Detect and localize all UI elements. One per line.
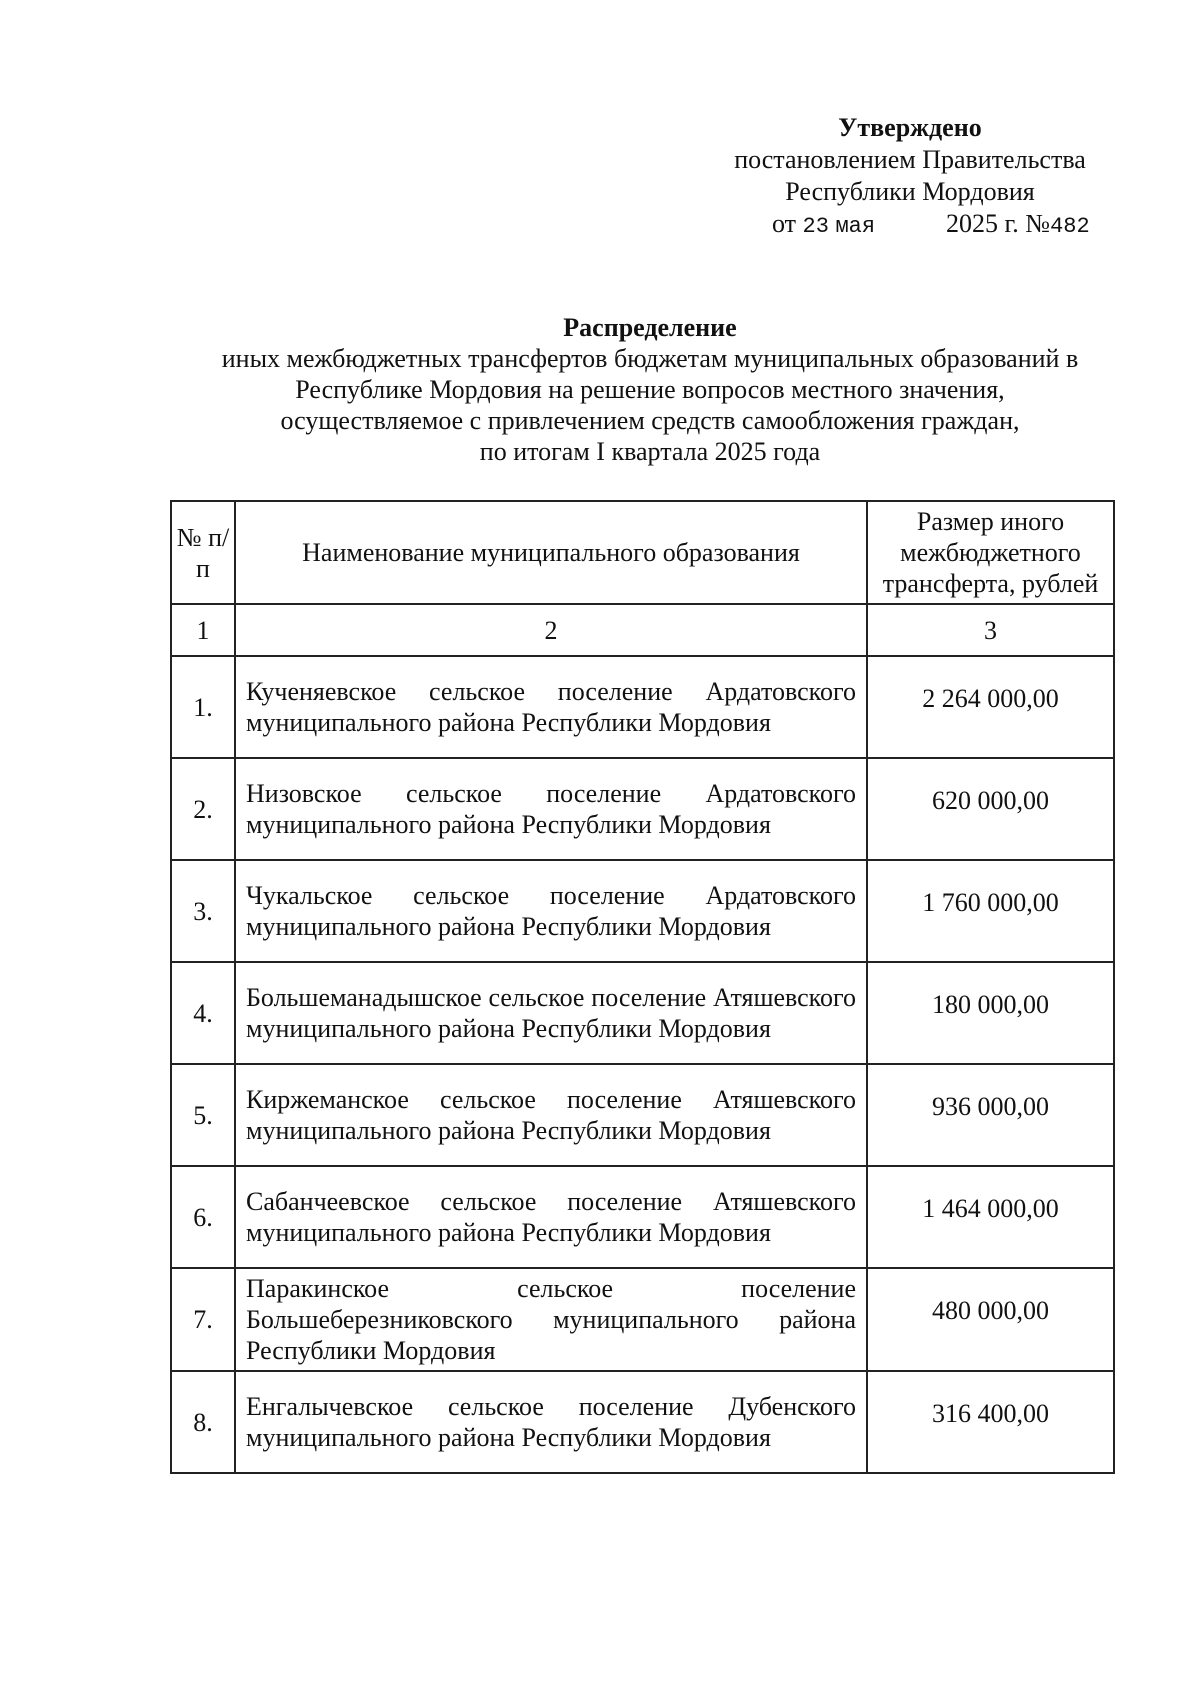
distribution-table <box>170 500 1115 1474</box>
table-row <box>171 1064 1114 1166</box>
date-month: мая <box>835 214 876 239</box>
table-row <box>171 758 1114 860</box>
row-num: 7. <box>171 1268 235 1371</box>
row-amount: 180 000,00 <box>867 962 1114 1064</box>
column-number-1: 1 <box>171 604 235 656</box>
table-row <box>171 1268 1114 1371</box>
heading-line-1: иных межбюджетных трансфертов бюджетам муниципальных образований в <box>221 344 1079 373</box>
document-number: 482 <box>1050 214 1090 239</box>
table-row <box>171 962 1114 1064</box>
heading-line-3: осуществляемое с привлечением средств самообложения граждан, <box>280 406 1020 435</box>
row-name: Енгалычевское сельское поселение Дубенского муниципального района Республики Мордовия <box>235 1371 867 1473</box>
column-number-3: 3 <box>867 604 1114 656</box>
row-num: 1. <box>171 656 235 758</box>
row-name: Низовское сельское поселение Ардатовского муниципального района Республики Мордовия <box>235 758 867 860</box>
approval-line-1: постановлением Правительства <box>734 145 1086 174</box>
document-heading <box>140 312 1160 467</box>
heading-line-4: по итогам I квартала 2025 года <box>479 437 821 466</box>
table-row <box>171 1371 1114 1473</box>
date-day: 23 <box>802 214 829 239</box>
table-row <box>171 1166 1114 1268</box>
row-amount: 1 760 000,00 <box>867 860 1114 962</box>
row-num: 3. <box>171 860 235 962</box>
row-name: Чукальское сельское поселение Ардатовского муниципального района Республики Мордовия <box>235 860 867 962</box>
row-num: 4. <box>171 962 235 1064</box>
header-num: № п/п <box>171 501 235 604</box>
table-row <box>171 656 1114 758</box>
row-amount: 480 000,00 <box>867 1268 1114 1371</box>
date-year: 2025 г. № <box>946 209 1051 238</box>
row-amount: 1 464 000,00 <box>867 1166 1114 1268</box>
row-num: 5. <box>171 1064 235 1166</box>
column-numbers-row <box>171 604 1114 656</box>
column-number-2: 2 <box>235 604 867 656</box>
row-amount: 2 264 000,00 <box>867 656 1114 758</box>
row-name: Киржеманское сельское поселение Атяшевского муниципального района Республики Мордовия <box>235 1064 867 1166</box>
date-prefix: от <box>772 209 797 238</box>
row-amount: 620 000,00 <box>867 758 1114 860</box>
row-num: 6. <box>171 1166 235 1268</box>
row-name: Кученяевское сельское поселение Ардатовского муниципального района Республики Мордовия <box>235 656 867 758</box>
approval-date <box>700 208 1120 243</box>
document-title: Распределение <box>563 313 737 342</box>
approval-line-2: Республики Мордовия <box>785 177 1035 206</box>
row-name: Паракинское сельское поселение Большеберезниковского муниципального района Республики Мордовия <box>235 1268 867 1371</box>
approval-block <box>700 112 1120 243</box>
row-amount: 936 000,00 <box>867 1064 1114 1166</box>
approval-title: Утверждено <box>838 113 982 142</box>
table-header-row <box>171 501 1114 604</box>
heading-line-2: Республике Мордовия на решение вопросов местного значения, <box>295 375 1005 404</box>
header-name: Наименование муниципального образования <box>235 501 867 604</box>
row-num: 2. <box>171 758 235 860</box>
row-name: Сабанчеевское сельское поселение Атяшевского муниципального района Республики Мордовия <box>235 1166 867 1268</box>
table-row <box>171 860 1114 962</box>
header-amount: Размер иного межбюджетного трансферта, рублей <box>867 501 1114 604</box>
row-num: 8. <box>171 1371 235 1473</box>
row-name: Большеманадышское сельское поселение Атяшевского муниципального района Республики Мордовия <box>235 962 867 1064</box>
row-amount: 316 400,00 <box>867 1371 1114 1473</box>
